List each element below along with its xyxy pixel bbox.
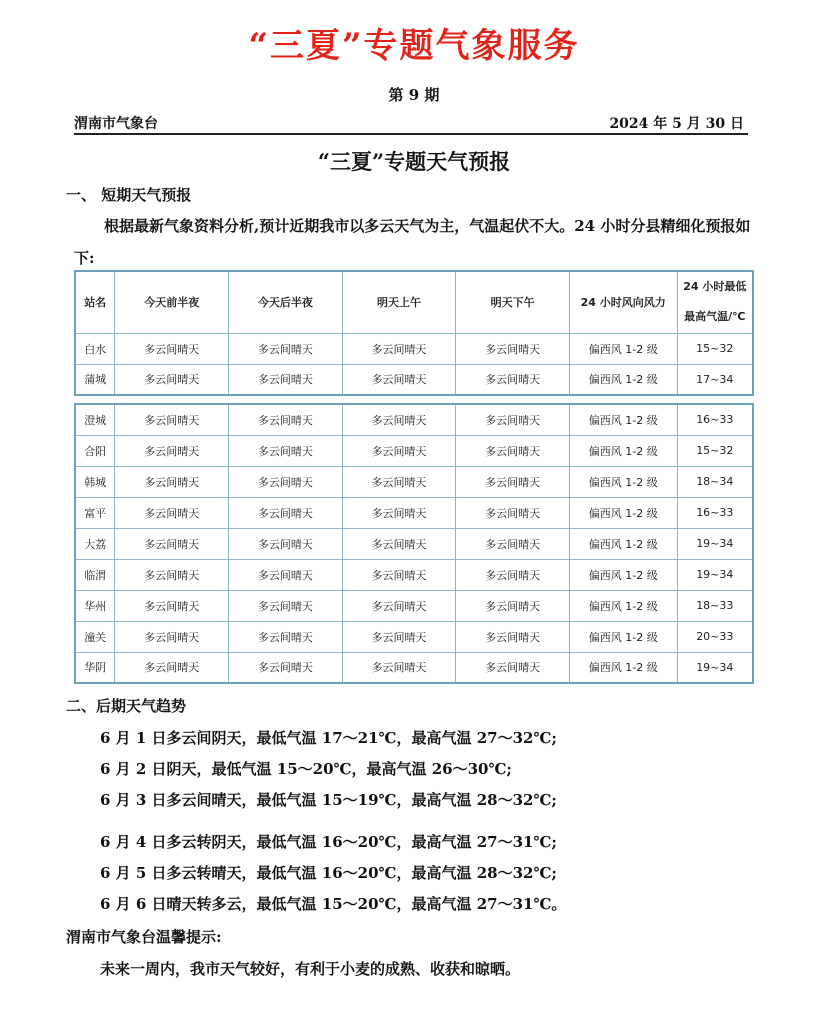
cell-tonight-second: 多云间晴天 (229, 466, 343, 497)
cell-tonight-first: 多云间晴天 (115, 559, 229, 590)
cell-station: 大荔 (75, 528, 115, 559)
cell-tomorrow-pm: 多云间晴天 (456, 435, 570, 466)
cell-tonight-first: 多云间晴天 (115, 528, 229, 559)
doc-title: “三夏”专题气象服务 (248, 26, 580, 66)
cell-tomorrow-pm: 多云间晴天 (456, 364, 570, 395)
cell-temperature: 18~34 (677, 466, 753, 497)
trend-line-2: 6 月 2 日阴天，最低气温 15～20℃，最高气温 26～30℃; (100, 760, 512, 778)
section1-heading: 一、 短期天气预报 (66, 186, 192, 204)
trend-line-6: 6 月 6 日晴天转多云，最低气温 15～20℃，最高气温 27～31℃。 (100, 895, 567, 913)
header-station: 站名 (75, 271, 115, 333)
cell-wind: 偏西风 1-2 级 (569, 364, 677, 395)
cell-tonight-first: 多云间晴天 (115, 652, 229, 683)
cell-tonight-first: 多云间晴天 (115, 590, 229, 621)
table-row (75, 497, 753, 528)
cell-tomorrow-am: 多云间晴天 (342, 435, 456, 466)
cell-tomorrow-am: 多云间晴天 (342, 404, 456, 435)
table-row (75, 404, 753, 435)
cell-tomorrow-am: 多云间晴天 (342, 333, 456, 364)
cell-tomorrow-am: 多云间晴天 (342, 364, 456, 395)
cell-tomorrow-am: 多云间晴天 (342, 528, 456, 559)
cell-tonight-first: 多云间晴天 (115, 364, 229, 395)
cell-tomorrow-pm: 多云间晴天 (456, 621, 570, 652)
cell-tonight-second: 多云间晴天 (229, 333, 343, 364)
cell-tonight-second: 多云间晴天 (229, 652, 343, 683)
org-name: 渭南市气象台 (74, 116, 158, 132)
cell-tonight-second: 多云间晴天 (229, 528, 343, 559)
header-temp-line2: 最高气温/℃ (684, 310, 746, 324)
cell-station: 蒲城 (75, 364, 115, 395)
cell-wind: 偏西风 1-2 级 (569, 497, 677, 528)
table-row (75, 466, 753, 497)
cell-tonight-first: 多云间晴天 (115, 333, 229, 364)
cell-station: 华州 (75, 590, 115, 621)
cell-tomorrow-am: 多云间晴天 (342, 652, 456, 683)
cell-tonight-first: 多云间晴天 (115, 621, 229, 652)
header-wind: 24 小时风向风力 (569, 271, 677, 333)
cell-temperature: 16~33 (677, 404, 753, 435)
table-header-row (75, 271, 753, 333)
cell-tomorrow-pm: 多云间晴天 (456, 497, 570, 528)
cell-tonight-second: 多云间晴天 (229, 404, 343, 435)
cell-station: 韩城 (75, 466, 115, 497)
tips-heading: 渭南市气象台温馨提示: (66, 928, 222, 946)
table-row (75, 559, 753, 590)
cell-temperature: 18~33 (677, 590, 753, 621)
trend-line-1: 6 月 1 日多云间阴天，最低气温 17～21℃，最高气温 27～32℃; (100, 729, 557, 747)
header-tonight-first: 今天前半夜 (115, 271, 229, 333)
cell-wind: 偏西风 1-2 级 (569, 652, 677, 683)
header-line (74, 113, 748, 135)
cell-temperature: 19~34 (677, 652, 753, 683)
trend-line-4: 6 月 4 日多云转阴天，最低气温 16～20℃，最高气温 27～31℃; (100, 833, 557, 851)
header-temp-line1: 24 小时最低 (683, 280, 747, 294)
doc-subtitle: “三夏”专题天气预报 (317, 149, 511, 174)
cell-tomorrow-pm: 多云间晴天 (456, 528, 570, 559)
cell-tonight-second: 多云间晴天 (229, 559, 343, 590)
cell-tomorrow-am: 多云间晴天 (342, 590, 456, 621)
cell-tonight-second: 多云间晴天 (229, 364, 343, 395)
cell-temperature: 16~33 (677, 497, 753, 528)
cell-tonight-first: 多云间晴天 (115, 404, 229, 435)
cell-tomorrow-pm: 多云间晴天 (456, 590, 570, 621)
cell-temperature: 15~32 (677, 435, 753, 466)
table-row (75, 333, 753, 364)
cell-tonight-first: 多云间晴天 (115, 466, 229, 497)
cell-temperature: 19~34 (677, 559, 753, 590)
forecast-table-top (74, 270, 754, 396)
header-tonight-second: 今天后半夜 (229, 271, 343, 333)
forecast-table-bottom (74, 403, 754, 684)
cell-tomorrow-pm: 多云间晴天 (456, 466, 570, 497)
cell-wind: 偏西风 1-2 级 (569, 435, 677, 466)
cell-tomorrow-am: 多云间晴天 (342, 466, 456, 497)
cell-tonight-first: 多云间晴天 (115, 435, 229, 466)
table-row (75, 364, 753, 395)
cell-tonight-second: 多云间晴天 (229, 621, 343, 652)
cell-wind: 偏西风 1-2 级 (569, 621, 677, 652)
cell-tomorrow-am: 多云间晴天 (342, 497, 456, 528)
table-row (75, 590, 753, 621)
tips-text: 未来一周内，我市天气较好，有利于小麦的成熟、收获和晾晒。 (100, 960, 521, 978)
table-row (75, 652, 753, 683)
cell-tomorrow-pm: 多云间晴天 (456, 559, 570, 590)
cell-temperature: 15~32 (677, 333, 753, 364)
cell-wind: 偏西风 1-2 级 (569, 559, 677, 590)
cell-station: 华阴 (75, 652, 115, 683)
cell-tomorrow-am: 多云间晴天 (342, 621, 456, 652)
cell-station: 潼关 (75, 621, 115, 652)
cell-tonight-second: 多云间晴天 (229, 590, 343, 621)
header-temperature (677, 271, 753, 333)
section2-heading: 二、后期天气趋势 (66, 697, 187, 715)
cell-station: 澄城 (75, 404, 115, 435)
trend-line-5: 6 月 5 日多云转晴天，最低气温 16～20℃，最高气温 28～32℃; (100, 864, 557, 882)
cell-tomorrow-pm: 多云间晴天 (456, 333, 570, 364)
cell-tonight-first: 多云间晴天 (115, 497, 229, 528)
cell-wind: 偏西风 1-2 级 (569, 528, 677, 559)
table-row (75, 621, 753, 652)
cell-wind: 偏西风 1-2 级 (569, 590, 677, 621)
cell-wind: 偏西风 1-2 级 (569, 333, 677, 364)
table-row (75, 435, 753, 466)
cell-station: 临渭 (75, 559, 115, 590)
trend-line-3: 6 月 3 日多云间晴天，最低气温 15～19℃，最高气温 28～32℃; (100, 791, 557, 809)
header-tomorrow-am: 明天上午 (342, 271, 456, 333)
issue-number: 第 9 期 (388, 86, 440, 104)
cell-station: 合阳 (75, 435, 115, 466)
cell-station: 白水 (75, 333, 115, 364)
header-tomorrow-pm: 明天下午 (456, 271, 570, 333)
cell-tomorrow-am: 多云间晴天 (342, 559, 456, 590)
cell-station: 富平 (75, 497, 115, 528)
cell-temperature: 17~34 (677, 364, 753, 395)
cell-tonight-second: 多云间晴天 (229, 435, 343, 466)
cell-temperature: 20~33 (677, 621, 753, 652)
cell-temperature: 19~34 (677, 528, 753, 559)
table-row (75, 528, 753, 559)
section1-paragraph: 根据最新气象资料分析,预计近期我市以多云天气为主，气温起伏不大。24 小时分县精细化预报如下: (74, 217, 751, 267)
cell-wind: 偏西风 1-2 级 (569, 404, 677, 435)
cell-tonight-second: 多云间晴天 (229, 497, 343, 528)
cell-tomorrow-pm: 多云间晴天 (456, 652, 570, 683)
cell-tomorrow-pm: 多云间晴天 (456, 404, 570, 435)
cell-wind: 偏西风 1-2 级 (569, 466, 677, 497)
issue-date: 2024 年 5 月 30 日 (609, 116, 744, 132)
